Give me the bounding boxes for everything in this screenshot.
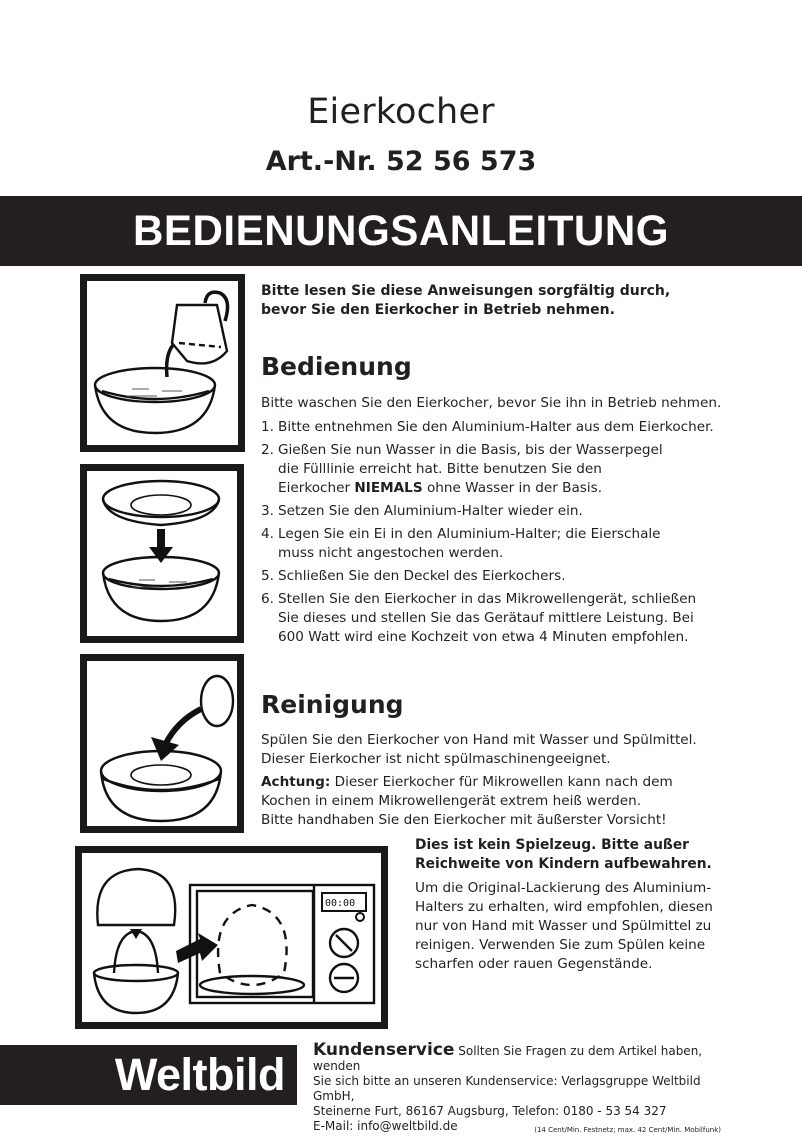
customer-service-info: Kundenservice Sollten Sie Fragen zu dem Artikel haben, wenden Sie sich bitte an unseren Kundenservice: Verlagsgruppe Weltbild GmbH, Steinerne Furt, 86167 Augsburg, Telefon: 0180 - 53 54 327 E-Mail: info@weltbild.de (14 Cent/Min. Festnetz; max. 42 Cent/Min. Mobilfunk) <box>313 1043 733 1138</box>
illustration-insert-holder <box>80 464 244 643</box>
operation-heading: Bedienung <box>261 352 412 381</box>
banner-title: BEDIENUNGSANLEITUNG <box>132 207 670 255</box>
rates-note: (14 Cent/Min. Festnetz; max. 42 Cent/Min. Mobilfunk) <box>534 1126 721 1134</box>
service-email: E-Mail: info@weltbild.de <box>313 1119 458 1133</box>
intro-line-2: bevor Sie den Eierkocher in Betrieb nehmen. <box>261 302 615 318</box>
microwave-display: 00:00 <box>325 898 356 909</box>
operation-steps <box>261 418 731 651</box>
step-1: 1. Bitte entnehmen Sie den Aluminium-Halter aus dem Eierkocher. <box>261 419 714 435</box>
caution-label: Achtung: <box>261 774 331 790</box>
operation-lead: Bitte waschen Sie den Eierkocher, bevor Sie ihn in Betrieb nehmen. <box>261 395 722 411</box>
document-title: Eierkocher <box>307 92 495 132</box>
illustration-microwave <box>75 846 388 1029</box>
step-2: 2. Gießen Sie nun Wasser in die Basis, bis der Wasserpegel die Fülllinie erreicht hat. Bitte benutzen Sie den Eierkocher NIEMALS ohne Wasser in der Basis. <box>261 442 663 496</box>
toy-warning: Dies ist kein Spielzeug. Bitte außer Reichweite von Kindern aufbewahren. <box>415 837 712 872</box>
never-emphasis: NIEMALS <box>354 480 423 496</box>
intro-notice <box>261 282 670 320</box>
caution-paragraph: Achtung: Dieser Eierkocher für Mikrowellen kann nach dem Kochen in einem Mikrowellengerät extrem heiß werden. Bitte handhaben Sie den Eierkocher mit äußerster Vorsicht! <box>261 774 673 828</box>
cleaning-text <box>261 731 731 834</box>
manual-banner <box>0 196 802 266</box>
weltbild-logo: Weltbild <box>114 1049 285 1100</box>
intro-line-1: Bitte lesen Sie diese Anweisungen sorgfältig durch, <box>261 283 671 299</box>
pour-water-drawing <box>87 281 238 445</box>
microwave-drawing <box>82 853 381 1022</box>
place-egg-drawing <box>87 661 237 826</box>
service-heading: Kundenservice <box>313 1040 455 1060</box>
illustration-pour-water <box>80 274 245 452</box>
cleaning-paragraph: Spülen Sie den Eierkocher von Hand mit Wasser und Spülmittel. Dieser Eierkocher ist nicht spülmaschinengeeignet. <box>261 732 697 767</box>
insert-holder-drawing <box>87 471 237 636</box>
step-4: 4. Legen Sie ein Ei in den Aluminium-Halter; die Eierschale muss nicht angestochen werden. <box>261 526 661 561</box>
article-number: Art.-Nr. 52 56 573 <box>265 146 537 177</box>
step-6: 6. Stellen Sie den Eierkocher in das Mikrowellengerät, schließen Sie dieses und stellen Sie das Gerätauf mittlere Leistung. Bei 600 Watt wird eine Kochzeit von etwa 4 Minuten empfohlen. <box>261 591 697 645</box>
paint-care-text: Um die Original-Lackierung des Aluminium-Halters zu erhalten, wird empfohlen, diesen nur von Hand mit Wasser und Spülmittel zu reinigen. Verwenden Sie zum Spülen keine scharfen oder rauen Gegenstände. <box>415 880 713 972</box>
weltbild-logo-bar <box>0 1045 297 1105</box>
step-5: 5. Schließen Sie den Deckel des Eierkochers. <box>261 568 566 584</box>
illustration-place-egg <box>80 654 244 833</box>
cleaning-heading: Reinigung <box>261 690 404 719</box>
step-3: 3. Setzen Sie den Aluminium-Halter wieder ein. <box>261 503 583 519</box>
